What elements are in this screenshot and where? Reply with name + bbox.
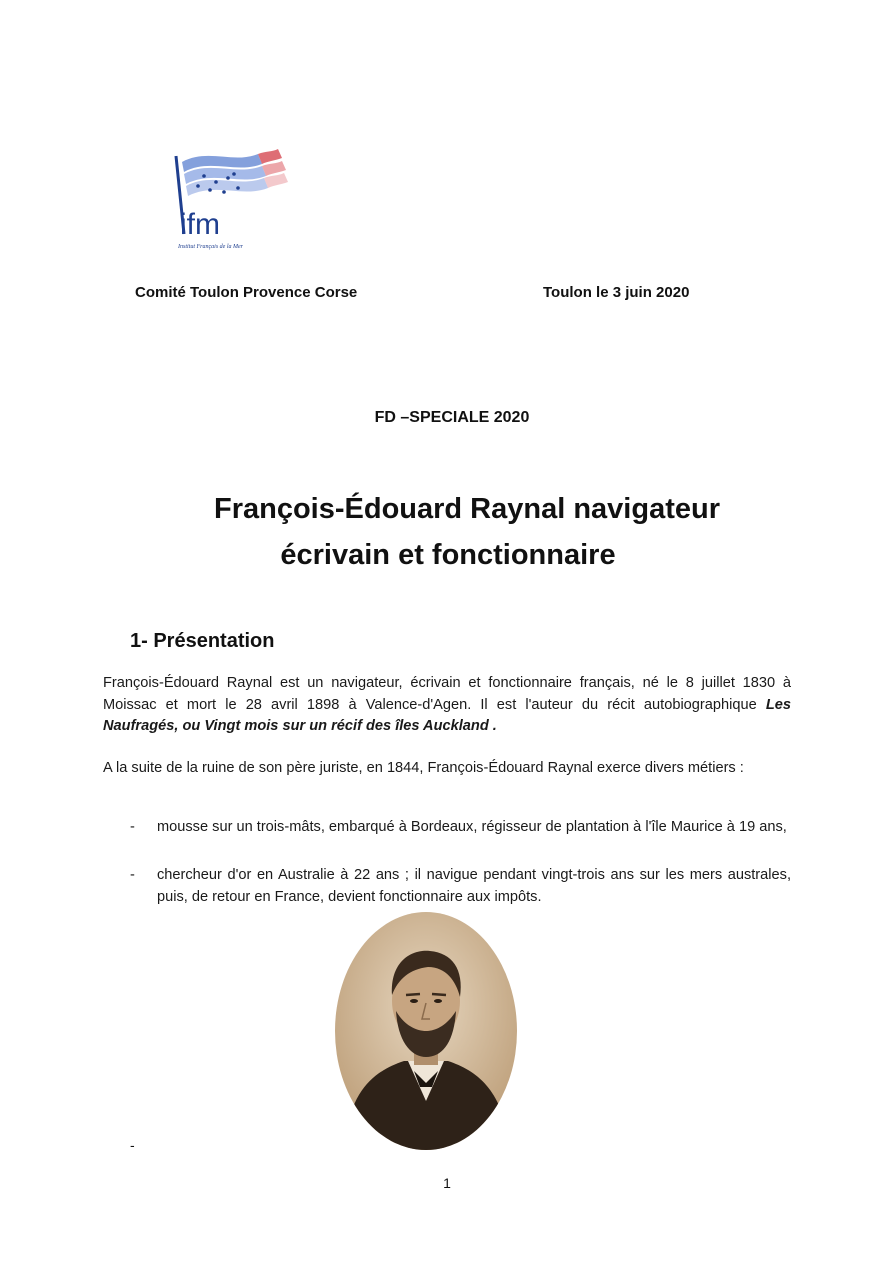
portrait-photo-icon <box>334 911 518 1151</box>
logo-text: ifm <box>180 208 220 241</box>
paragraph-intro <box>103 673 791 738</box>
logo-subtitle: Institut Français de la Mer <box>178 244 243 250</box>
edition-label: FD –SPECIALE 2020 <box>374 409 530 426</box>
list-item-text: chercheur d'or en Australie à 22 ans ; il navigue pendant vingt-trois ans sur les mers australes, puis, de retour en France, devient fonctionnaire aux impôts. <box>157 867 791 905</box>
document-date: Toulon le 3 juin 2020 <box>543 284 690 301</box>
portrait-image <box>334 911 518 1151</box>
trailing-dash: - <box>130 1137 135 1153</box>
flag-logo-icon <box>138 134 308 264</box>
page-number: 1 <box>443 1175 451 1191</box>
committee-name: Comité Toulon Provence Corse <box>135 284 358 301</box>
section-heading: 1- Présentation <box>130 630 275 652</box>
ifm-logo <box>138 134 308 264</box>
title-line-1: François-Édouard Raynal navigateur <box>213 493 720 525</box>
paragraph-intro-text: François-Édouard Raynal est un navigateur, écrivain et fonctionnaire français, né le 8 juillet 1830 à Moissac et mort le 28 avril 1898 à Valence-d'Agen. Il est l'auteur du récit autobiographique <box>103 675 791 713</box>
list-dash: - <box>130 867 135 883</box>
paragraph-occupations: A la suite de la ruine de son père juriste, en 1844, François-Édouard Raynal exerce divers métiers : <box>103 760 744 776</box>
list-item-text: mousse sur un trois-mâts, embarqué à Bordeaux, régisseur de plantation à l'île Maurice à 19 ans, <box>157 819 787 835</box>
book-title: Les Naufragés, ou Vingt mois sur un récif des îles Auckland . <box>103 696 791 734</box>
list-item <box>130 817 791 839</box>
list-item <box>130 865 791 908</box>
list-dash: - <box>130 819 135 835</box>
title-line-2: écrivain et fonctionnaire <box>280 539 616 571</box>
